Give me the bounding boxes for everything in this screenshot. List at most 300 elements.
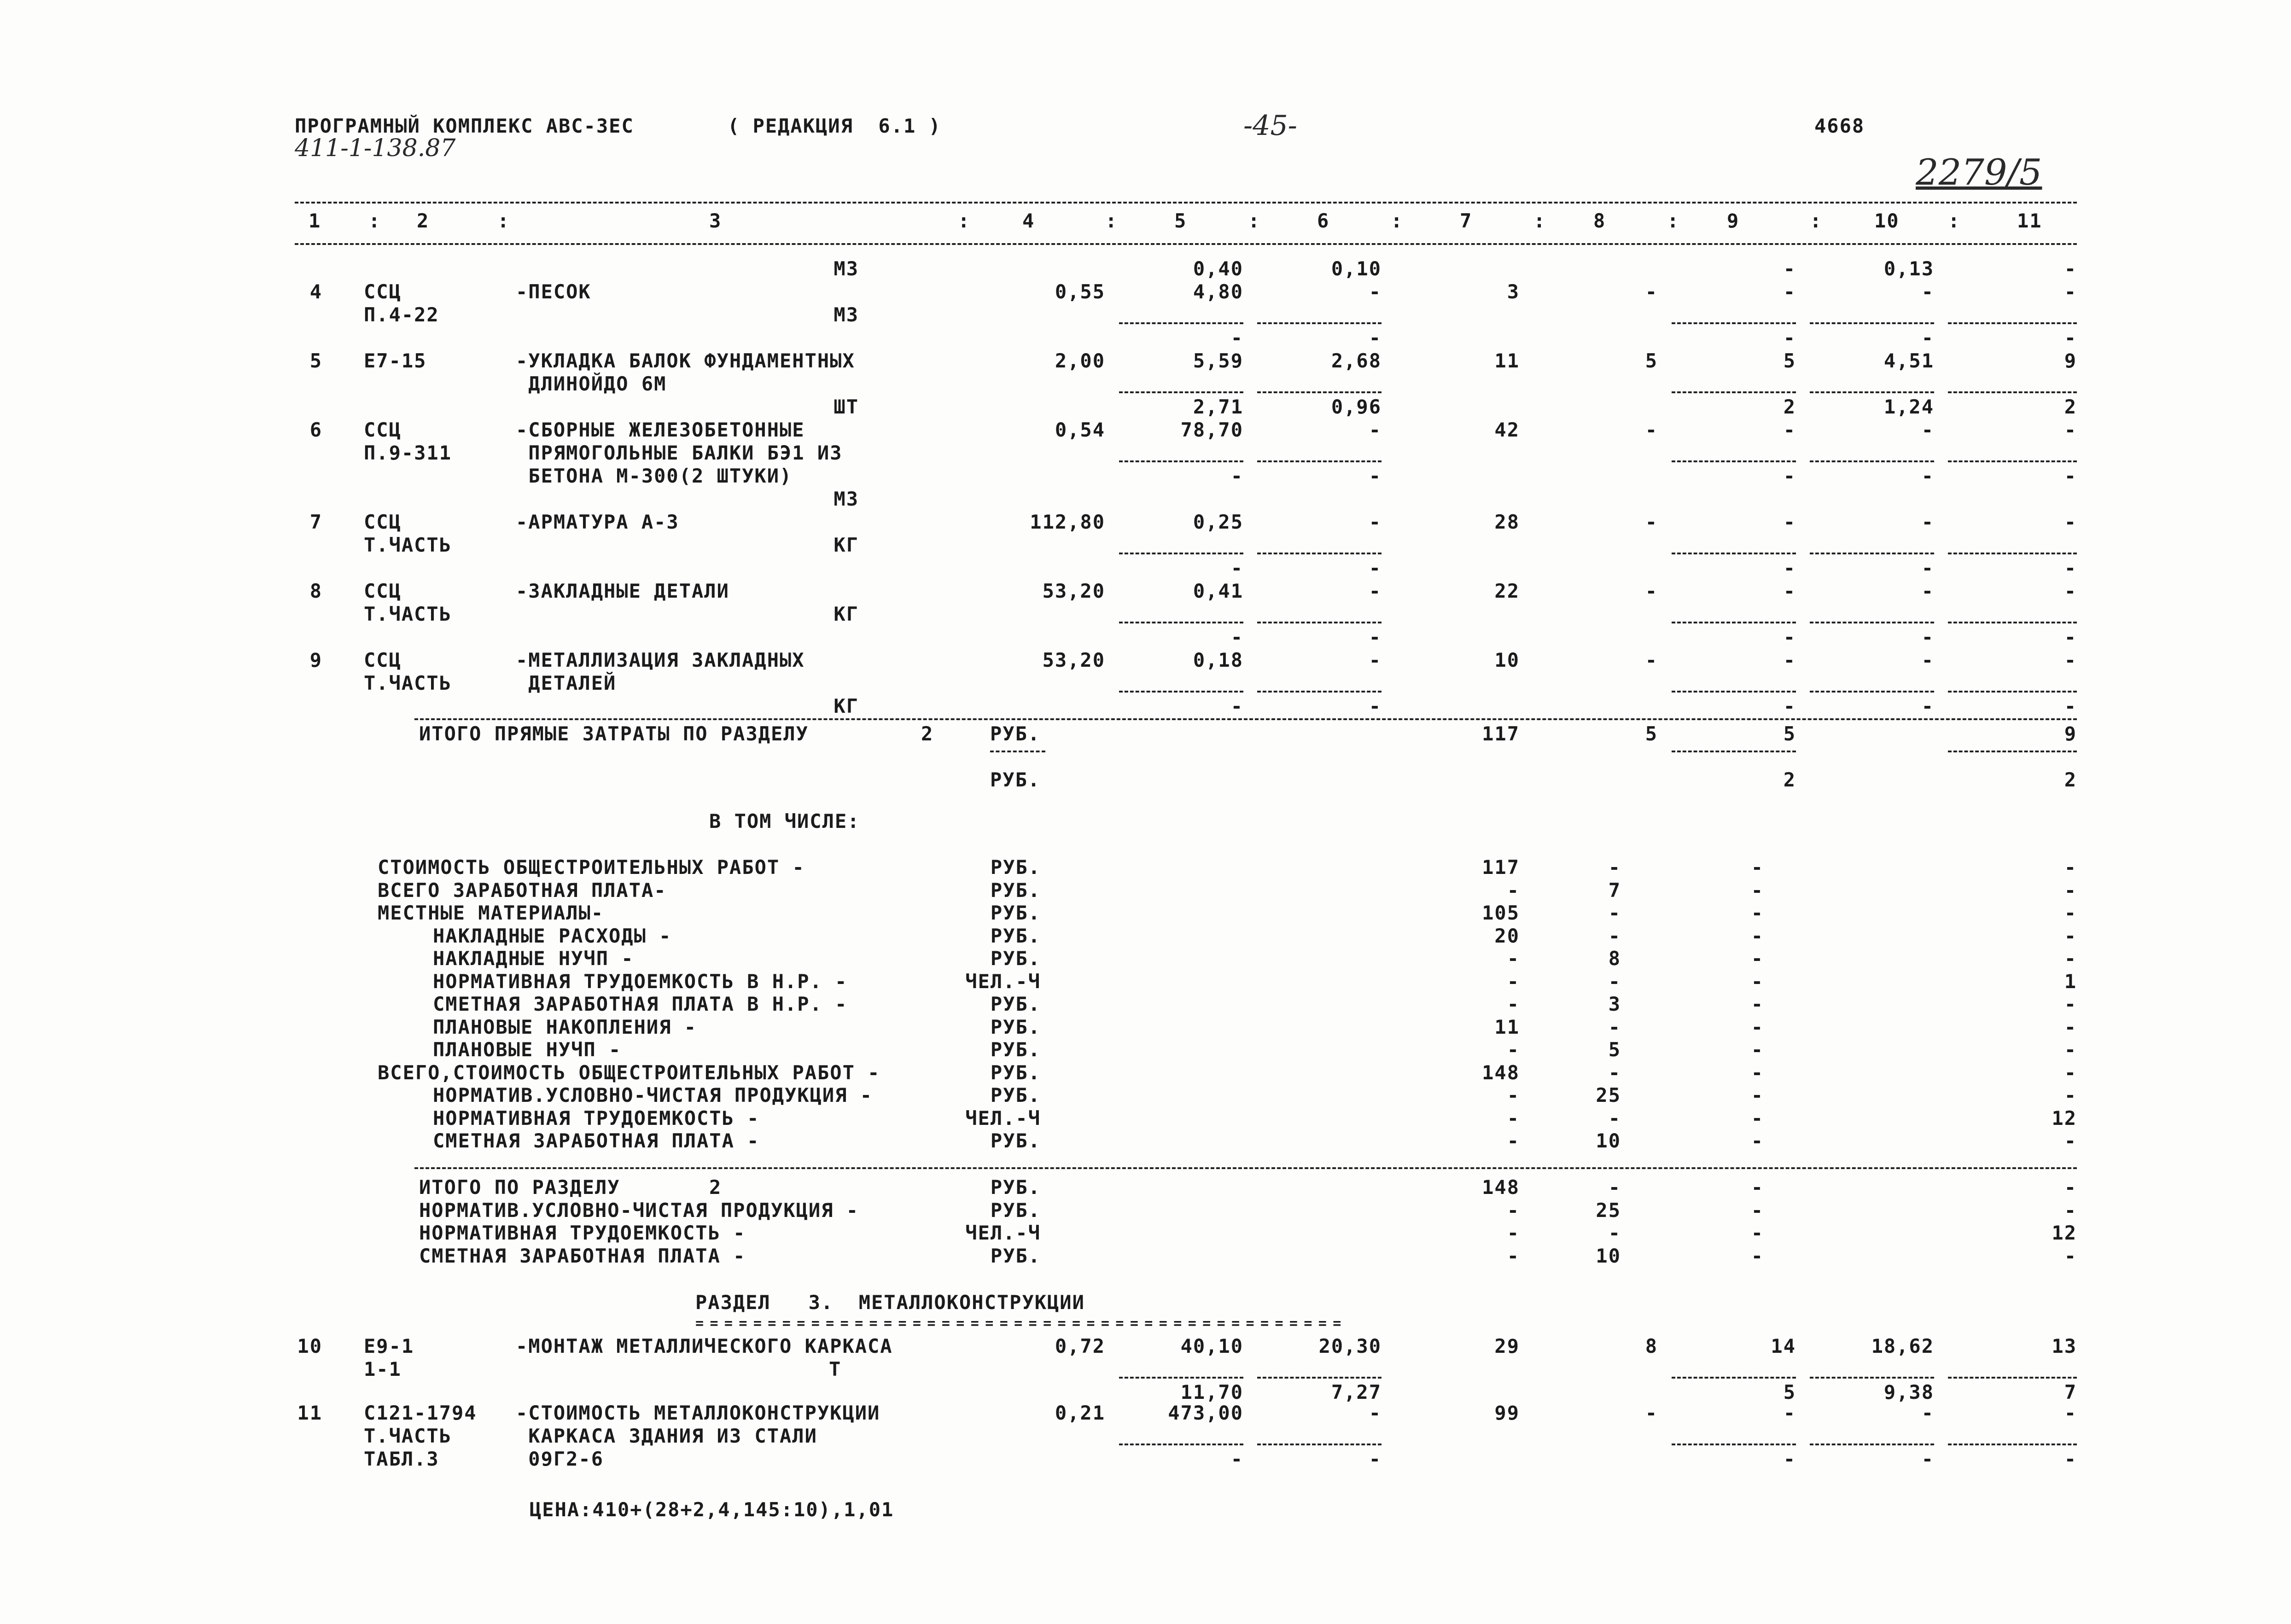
- cell-c7: 10: [1494, 649, 1520, 671]
- row-unit: М3: [834, 303, 859, 326]
- cell-c10: 9,38: [1883, 1381, 1934, 1403]
- summary-c7: -: [1507, 947, 1520, 970]
- cell-c7: 3: [1507, 280, 1520, 303]
- column-header: 5: [1174, 210, 1187, 232]
- cell-c9: -: [1783, 280, 1796, 303]
- cell-c9: 2: [1783, 396, 1796, 418]
- summary-c9: -: [1751, 1038, 1764, 1061]
- column-separator: :: [1105, 210, 1118, 232]
- cell-c9: 5: [1783, 1381, 1796, 1403]
- cell-underline: [1257, 1377, 1382, 1379]
- cell-c10: -: [1921, 1402, 1934, 1424]
- cell-c11: -: [2064, 580, 2077, 602]
- cell-c10: -: [1921, 626, 1934, 648]
- total-direct-c8: 5: [1645, 722, 1658, 745]
- cell-c9: 5: [1783, 349, 1796, 372]
- cell-c10: -: [1921, 557, 1934, 579]
- section-total-c8: -: [1608, 1176, 1621, 1199]
- cell-c11: -: [2064, 1402, 2077, 1424]
- cell-c8: -: [1645, 1402, 1658, 1424]
- row-number: 11: [297, 1402, 322, 1424]
- cell-c7: 42: [1494, 419, 1520, 441]
- section-total-c9: -: [1751, 1245, 1764, 1267]
- cell-underline: [1948, 691, 2077, 693]
- summary-unit: РУБ.: [990, 1038, 1041, 1061]
- cell-c5: 5,59: [1193, 349, 1243, 372]
- row-description: -ЗАКЛАДНЫЕ ДЕТАЛИ: [516, 580, 729, 602]
- summary-label: ПЛАНОВЫЕ НУЧП -: [433, 1038, 622, 1061]
- summary-unit: РУБ.: [990, 856, 1041, 879]
- cell-underline: [1810, 391, 1934, 393]
- cell-c11: -: [2064, 557, 2077, 579]
- cell-underline: [1810, 322, 1934, 324]
- cell-c8: -: [1645, 580, 1658, 602]
- cell-c9: -: [1783, 511, 1796, 533]
- row-description: ПРЯМОГОЛЬНЫЕ БАЛКИ БЭ1 ИЗ: [516, 442, 843, 464]
- row-description: ДЕТАЛЕЙ: [516, 672, 617, 694]
- top-rule: [295, 202, 2077, 204]
- cell-c6: -: [1369, 326, 1382, 349]
- cell-c9: -: [1783, 580, 1796, 602]
- row-code: ССЦ: [364, 419, 402, 441]
- summary-c9: -: [1751, 925, 1764, 947]
- column-header: 3: [709, 210, 722, 232]
- summary-c9: -: [1751, 1016, 1764, 1038]
- summary-unit: РУБ.: [990, 902, 1041, 924]
- cell-underline: [1810, 622, 1934, 623]
- cell-underline: [1119, 691, 1243, 693]
- section-total-c9: -: [1751, 1222, 1764, 1244]
- cell-c5: 0,18: [1193, 649, 1243, 671]
- summary-c7: 148: [1482, 1061, 1520, 1084]
- cell-c9: -: [1783, 465, 1796, 487]
- cell-underline: [1810, 1444, 1934, 1445]
- cell-c5: -: [1230, 326, 1243, 349]
- cell-c11: -: [2064, 465, 2077, 487]
- cell-c4: 0,21: [1055, 1402, 1105, 1424]
- cell-c11: -: [2064, 649, 2077, 671]
- summary-c8: 10: [1596, 1129, 1621, 1152]
- cell-c7: 29: [1494, 1335, 1520, 1357]
- cell-c4: 112,80: [1030, 511, 1105, 533]
- summary-c11: -: [2064, 856, 2077, 879]
- column-header: 11: [2017, 210, 2042, 232]
- cell-c9: -: [1783, 1448, 1796, 1470]
- edition-label: ( РЕДАКЦИЯ 6.1 ): [728, 115, 941, 137]
- cell-c7: 28: [1494, 511, 1520, 533]
- cell-underline: [1672, 691, 1796, 693]
- section-total-label: НОРМАТИВ.УСЛОВНО-ЧИСТАЯ ПРОДУКЦИЯ -: [419, 1199, 859, 1222]
- row-number: 6: [309, 419, 322, 441]
- total-direct-c11: 9: [2064, 722, 2077, 745]
- cell-c4: 0,54: [1055, 419, 1105, 441]
- cell-c9: -: [1783, 257, 1796, 280]
- column-header: 2: [417, 210, 430, 232]
- column-separator: :: [1533, 210, 1546, 232]
- column-separator: :: [1391, 210, 1404, 232]
- cell-underline: [1672, 391, 1796, 393]
- cell-c11: -: [2064, 280, 2077, 303]
- summary-label: НОРМАТИВ.УСЛОВНО-ЧИСТАЯ ПРОДУКЦИЯ -: [433, 1084, 873, 1106]
- page-number: -45-: [1243, 110, 1297, 142]
- cell-underline: [1119, 553, 1243, 554]
- cell-underline: [1672, 1444, 1796, 1445]
- total-direct-c11b: 2: [2064, 768, 2077, 791]
- row-code: ССЦ: [364, 580, 402, 602]
- summary-unit: РУБ.: [990, 947, 1041, 970]
- cell-underline: [1948, 622, 2077, 623]
- summary-unit: РУБ.: [990, 993, 1041, 1015]
- section-total-c7: -: [1507, 1222, 1520, 1244]
- cell-c4: 0,55: [1055, 280, 1105, 303]
- cell-underline: [1257, 322, 1382, 324]
- row-code: ССЦ: [364, 649, 402, 671]
- cell-c10: -: [1921, 1448, 1934, 1470]
- cell-underline: [1257, 553, 1382, 554]
- cell-c5: 40,10: [1180, 1335, 1243, 1357]
- cell-c9: -: [1783, 419, 1796, 441]
- summary-unit: РУБ.: [990, 879, 1041, 902]
- cell-c4: 0,72: [1055, 1335, 1105, 1357]
- summary-label: ПЛАНОВЫЕ НАКОПЛЕНИЯ -: [433, 1016, 697, 1038]
- summary-c11: -: [2064, 879, 2077, 902]
- cell-underline: [1948, 322, 2077, 324]
- summary-c11: -: [2064, 993, 2077, 1015]
- row-number: 10: [297, 1335, 322, 1357]
- row-code: Т.ЧАСТЬ: [364, 534, 452, 556]
- summary-c7: -: [1507, 1107, 1520, 1129]
- summary-c8: 3: [1608, 993, 1621, 1015]
- cell-c5: 11,70: [1180, 1381, 1243, 1403]
- summary-c8: 5: [1608, 1038, 1621, 1061]
- row-unit: КГ: [834, 695, 859, 717]
- row-unit: ШТ: [834, 396, 859, 418]
- section-total-label: СМЕТНАЯ ЗАРАБОТНАЯ ПЛАТА -: [419, 1245, 746, 1267]
- summary-c11: -: [2064, 1061, 2077, 1084]
- summary-c8: -: [1608, 1061, 1621, 1084]
- row-description: КАРКАСА ЗДАНИЯ ИЗ СТАЛИ: [516, 1425, 817, 1447]
- column-header: 4: [1022, 210, 1035, 232]
- row-code: 1-1: [364, 1358, 402, 1380]
- row-code: П.9-311: [364, 442, 452, 464]
- cell-c5: -: [1230, 626, 1243, 648]
- row-description: -АРМАТУРА А-3: [516, 511, 679, 533]
- cell-c6: 0,96: [1331, 396, 1382, 418]
- cell-c6: 2,68: [1331, 349, 1382, 372]
- row-unit: КГ: [834, 603, 859, 625]
- summary-unit: РУБ.: [990, 925, 1041, 947]
- cell-c11: 2: [2064, 396, 2077, 418]
- summary-c11: -: [2064, 947, 2077, 970]
- cell-c10: 0,13: [1883, 257, 1934, 280]
- summary-label: НОРМАТИВНАЯ ТРУДОЕМКОСТЬ В Н.Р. -: [433, 970, 848, 993]
- summary-label: ВСЕГО ЗАРАБОТНАЯ ПЛАТА-: [378, 879, 667, 902]
- cell-c10: -: [1921, 465, 1934, 487]
- cell-c8: 8: [1645, 1335, 1658, 1357]
- summary-c9: -: [1751, 947, 1764, 970]
- column-separator: :: [1248, 210, 1261, 232]
- summary-c8: 25: [1596, 1084, 1621, 1106]
- cell-c4: 53,20: [1042, 649, 1105, 671]
- cell-underline: [1119, 391, 1243, 393]
- cell-c6: -: [1369, 626, 1382, 648]
- column-header: 9: [1727, 210, 1740, 232]
- cell-c11: -: [2064, 511, 2077, 533]
- row-code: П.4-22: [364, 303, 439, 326]
- row-description: -УКЛАДКА БАЛОК ФУНДАМЕНТНЫХ: [516, 349, 855, 372]
- cell-underline: [1672, 553, 1796, 554]
- cell-underline: [1948, 751, 2077, 752]
- summary-c7: -: [1507, 1129, 1520, 1152]
- cell-c5: -: [1230, 557, 1243, 579]
- cell-c4: 2,00: [1055, 349, 1105, 372]
- cell-c6: -: [1369, 557, 1382, 579]
- cell-c8: -: [1645, 280, 1658, 303]
- row-code: Т.ЧАСТЬ: [364, 603, 452, 625]
- cell-c6: -: [1369, 419, 1382, 441]
- section-total-c11: -: [2064, 1245, 2077, 1267]
- cell-underline: [1948, 1444, 2077, 1445]
- row-unit: М3: [834, 488, 859, 510]
- section-total-label: НОРМАТИВНАЯ ТРУДОЕМКОСТЬ -: [419, 1222, 746, 1244]
- cell-c10: -: [1921, 649, 1934, 671]
- summary-c11: 1: [2064, 970, 2077, 993]
- cell-underline: [1119, 1444, 1243, 1445]
- cell-underline: [1810, 691, 1934, 693]
- cell-c11: 9: [2064, 349, 2077, 372]
- section-total-c8: 25: [1596, 1199, 1621, 1222]
- summary-c11: -: [2064, 1084, 2077, 1106]
- summary-label: СМЕТНАЯ ЗАРАБОТНАЯ ПЛАТА -: [433, 1129, 760, 1152]
- summary-c11: -: [2064, 902, 2077, 924]
- cell-underline: [1810, 1377, 1934, 1379]
- cell-c6: -: [1369, 580, 1382, 602]
- cell-c11: -: [2064, 257, 2077, 280]
- cell-c5: -: [1230, 1448, 1243, 1470]
- section-total-number: 2: [709, 1176, 722, 1199]
- summary-c11: -: [2064, 1038, 2077, 1061]
- summary-c9: -: [1751, 1061, 1764, 1084]
- cell-c10: 1,24: [1883, 396, 1934, 418]
- cell-c5: 0,40: [1193, 257, 1243, 280]
- section-total-c7: 148: [1482, 1176, 1520, 1199]
- cell-c6: 0,10: [1331, 257, 1382, 280]
- cell-c5: 2,71: [1193, 396, 1243, 418]
- section-total-unit: ЧЕЛ.-Ч: [965, 1222, 1041, 1244]
- cell-c5: 0,25: [1193, 511, 1243, 533]
- cell-c6: -: [1369, 1448, 1382, 1470]
- cell-c10: -: [1921, 580, 1934, 602]
- summary-c8: -: [1608, 856, 1621, 879]
- cell-underline: [1810, 553, 1934, 554]
- row-description: 09Г2-6: [516, 1448, 604, 1470]
- unit-underline: [990, 751, 1045, 752]
- summary-c7: -: [1507, 993, 1520, 1015]
- summary-c8: -: [1608, 925, 1621, 947]
- row-unit: М3: [834, 257, 859, 280]
- cell-c9: -: [1783, 326, 1796, 349]
- section-rule: [414, 718, 2077, 720]
- document-number: 4668: [1814, 115, 1865, 137]
- row-description: -МЕТАЛЛИЗАЦИЯ ЗАКЛАДНЫХ: [516, 649, 805, 671]
- row-code: С121-1794: [364, 1402, 477, 1424]
- row-code: Т.ЧАСТЬ: [364, 1425, 452, 1447]
- cell-c9: -: [1783, 649, 1796, 671]
- summary-unit: РУБ.: [990, 1129, 1041, 1152]
- total-direct-c9: 5: [1783, 722, 1796, 745]
- column-header: 6: [1317, 210, 1330, 232]
- cell-c10: 18,62: [1871, 1335, 1934, 1357]
- summary-c9: -: [1751, 879, 1764, 902]
- column-separator: :: [368, 210, 381, 232]
- summary-label: СМЕТНАЯ ЗАРАБОТНАЯ ПЛАТА В Н.Р. -: [433, 993, 848, 1015]
- cell-c6: -: [1369, 511, 1382, 533]
- cell-underline: [1119, 322, 1243, 324]
- price-formula: ЦЕНА:410+(28+2,4,145:10),1,01: [530, 1498, 894, 1521]
- section-total-c7: -: [1507, 1199, 1520, 1222]
- row-number: 8: [309, 580, 322, 602]
- summary-c11: -: [2064, 1129, 2077, 1152]
- row-code: ССЦ: [364, 280, 402, 303]
- column-separator: :: [1948, 210, 1961, 232]
- cell-c5: -: [1230, 465, 1243, 487]
- summary-c8: -: [1608, 970, 1621, 993]
- summary-c7: -: [1507, 970, 1520, 993]
- summary-c7: -: [1507, 1084, 1520, 1106]
- row-code: Е9-1: [364, 1335, 414, 1357]
- total-direct-section: 2: [921, 722, 934, 745]
- cell-c10: -: [1921, 419, 1934, 441]
- section-total-label: ИТОГО ПО РАЗДЕЛУ: [419, 1176, 620, 1199]
- cell-c11: -: [2064, 419, 2077, 441]
- summary-label: НАКЛАДНЫЕ НУЧП -: [433, 947, 634, 970]
- cell-c11: -: [2064, 626, 2077, 648]
- column-header: 1: [309, 210, 321, 232]
- summary-c9: -: [1751, 1107, 1764, 1129]
- cell-c7: 11: [1494, 349, 1520, 372]
- section-total-unit: РУБ.: [990, 1176, 1041, 1199]
- cell-c8: -: [1645, 649, 1658, 671]
- row-number: 5: [309, 349, 322, 372]
- total-direct-c7: 117: [1482, 722, 1520, 745]
- cell-c11: -: [2064, 326, 2077, 349]
- cell-underline: [1948, 1377, 2077, 1379]
- cell-c6: -: [1369, 280, 1382, 303]
- cell-underline: [1948, 391, 2077, 393]
- section-total-c9: -: [1751, 1199, 1764, 1222]
- summary-c7: 11: [1494, 1016, 1520, 1038]
- summary-c8: 7: [1608, 879, 1621, 902]
- column-header: 8: [1593, 210, 1606, 232]
- row-code: ТАБЛ.3: [364, 1448, 439, 1470]
- section-total-c7: -: [1507, 1245, 1520, 1267]
- column-separator: :: [1810, 210, 1823, 232]
- cell-c10: 4,51: [1883, 349, 1934, 372]
- header-rule: [295, 243, 2077, 245]
- cell-underline: [1948, 553, 2077, 554]
- cell-c11: 13: [2052, 1335, 2077, 1357]
- section-total-c11: -: [2064, 1199, 2077, 1222]
- total-direct-unit: РУБ.: [990, 722, 1041, 745]
- cell-underline: [1672, 322, 1796, 324]
- summary-unit: РУБ.: [990, 1061, 1041, 1084]
- section-total-c8: 10: [1596, 1245, 1621, 1267]
- section-total-c11: 12: [2052, 1222, 2077, 1244]
- cell-underline: [1672, 751, 1796, 752]
- cell-c10: -: [1921, 695, 1934, 717]
- total-direct-c9b: 2: [1783, 768, 1796, 791]
- total-direct-unit2: РУБ.: [990, 768, 1041, 791]
- row-description: -СБОРНЫЕ ЖЕЛЕЗОБЕТОННЫЕ: [516, 419, 805, 441]
- column-header: 7: [1460, 210, 1473, 232]
- summary-c9: -: [1751, 902, 1764, 924]
- cell-c7: 99: [1494, 1402, 1520, 1424]
- row-description: ДЛИНОЙДО 6М: [516, 373, 667, 395]
- cell-c5: 473,00: [1168, 1402, 1243, 1424]
- cell-c11: -: [2064, 1448, 2077, 1470]
- cell-c9: -: [1783, 1402, 1796, 1424]
- summary-c7: -: [1507, 1038, 1520, 1061]
- summary-unit: РУБ.: [990, 1084, 1041, 1106]
- row-unit: КГ: [834, 534, 859, 556]
- cell-underline: [1119, 460, 1243, 462]
- cell-underline: [1672, 460, 1796, 462]
- summary-c11: -: [2064, 925, 2077, 947]
- row-description: -СТОИМОСТЬ МЕТАЛЛОКОНСТРУКЦИИ: [516, 1402, 880, 1424]
- cell-c5: 0,41: [1193, 580, 1243, 602]
- project-code: 411-1-138.87: [295, 134, 456, 162]
- cell-c8: -: [1645, 419, 1658, 441]
- summary-c9: -: [1751, 1129, 1764, 1152]
- row-code: ССЦ: [364, 511, 402, 533]
- summary-c9: -: [1751, 1084, 1764, 1106]
- row-number: 4: [309, 280, 322, 303]
- cell-c5: 78,70: [1180, 419, 1243, 441]
- summary-unit: ЧЕЛ.-Ч: [965, 1107, 1041, 1129]
- cell-c8: 5: [1645, 349, 1658, 372]
- row-number: 9: [309, 649, 322, 671]
- summary-c9: -: [1751, 856, 1764, 879]
- summary-label: МЕСТНЫЕ МАТЕРИАЛЫ-: [378, 902, 604, 924]
- cell-underline: [1257, 1444, 1382, 1445]
- cell-c5: 4,80: [1193, 280, 1243, 303]
- summary-label: НАКЛАДНЫЕ РАСХОДЫ -: [433, 925, 672, 947]
- cell-c9: 14: [1771, 1335, 1796, 1357]
- section-total-c8: -: [1608, 1222, 1621, 1244]
- section3-double-rule: =============================================: [695, 1317, 1347, 1331]
- summary-c9: -: [1751, 970, 1764, 993]
- cell-c9: -: [1783, 695, 1796, 717]
- section-rule: [414, 1167, 2077, 1169]
- cell-underline: [1948, 460, 2077, 462]
- row-number: 7: [309, 511, 322, 533]
- cell-c10: -: [1921, 280, 1934, 303]
- summary-c7: 20: [1494, 925, 1520, 947]
- cell-underline: [1119, 1377, 1243, 1379]
- summary-c11: 12: [2052, 1107, 2077, 1129]
- cell-underline: [1810, 460, 1934, 462]
- cell-c10: -: [1921, 511, 1934, 533]
- cell-c4: 53,20: [1042, 580, 1105, 602]
- row-code: Т.ЧАСТЬ: [364, 672, 452, 694]
- total-direct-label: ИТОГО ПРЯМЫЕ ЗАТРАТЫ ПО РАЗДЕЛУ: [419, 722, 809, 745]
- cell-c11: 7: [2064, 1381, 2077, 1403]
- summary-label: НОРМАТИВНАЯ ТРУДОЕМКОСТЬ -: [433, 1107, 760, 1129]
- summary-c7: 117: [1482, 856, 1520, 879]
- summary-c8: -: [1608, 1016, 1621, 1038]
- column-separator: :: [958, 210, 971, 232]
- program-name: ПРОГРАМНЫЙ КОМПЛЕКС АВС-3ЕС: [295, 115, 634, 137]
